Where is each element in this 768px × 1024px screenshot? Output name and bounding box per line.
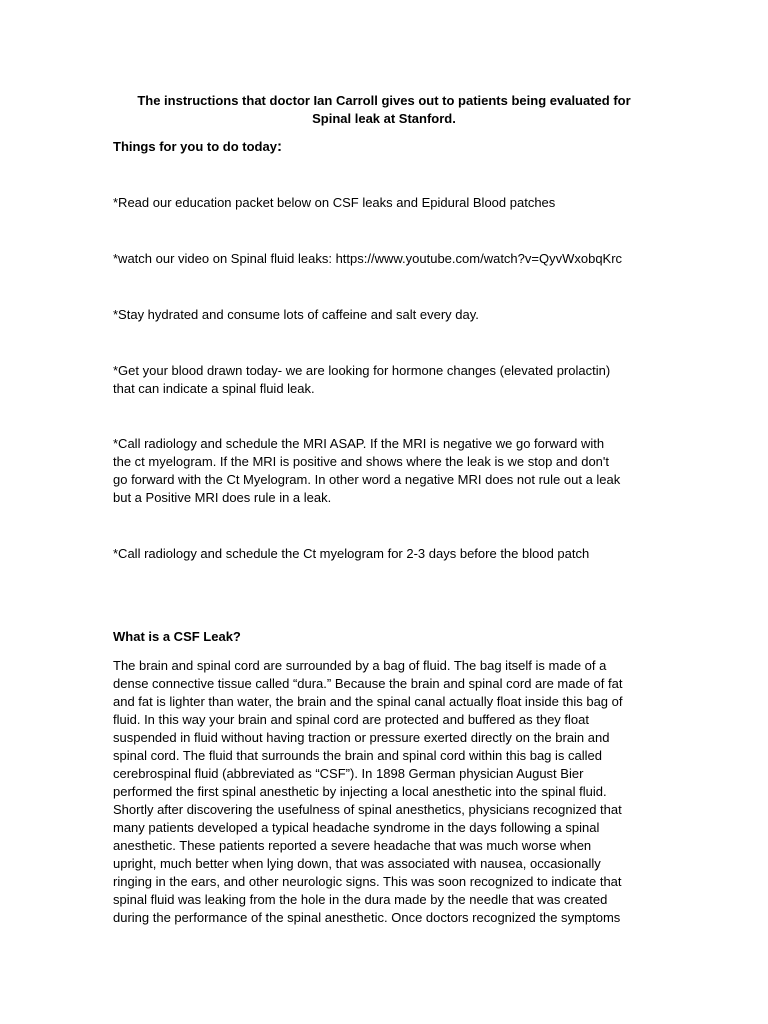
body-line: performed the first spinal anesthetic by injecting a local anesthetic into the spinal fluid. <box>113 784 607 799</box>
todo-item-line: go forward with the Ct Myelogram. In other word a negative MRI does not rule out a leak <box>113 472 621 487</box>
title-line: Spinal leak at Stanford. <box>312 111 456 126</box>
todo-item-schedule-mri <box>113 435 673 507</box>
todo-item-line: *Stay hydrated and consume lots of caffeine and salt every day. <box>113 307 479 322</box>
todo-item-line: but a Positive MRI does rule in a leak. <box>113 490 332 505</box>
body-line: spinal cord. The fluid that surrounds the brain and spinal cord within this bag is called <box>113 748 602 763</box>
todo-item-line: that can indicate a spinal fluid leak. <box>113 381 315 396</box>
body-line: many patients developed a typical headache syndrome in the days following a spinal <box>113 820 600 835</box>
todo-item-schedule-ct-myelogram <box>113 545 673 563</box>
todo-item-line: *Call radiology and schedule the Ct myelogram for 2-3 days before the blood patch <box>113 546 590 561</box>
body-line: upright, much better when lying down, that was associated with nausea, occasionally <box>113 856 601 871</box>
body-line: fluid. In this way your brain and spinal cord are protected and buffered as they float <box>113 712 589 727</box>
todo-item-line: *Get your blood drawn today- we are looking for hormone changes (elevated prolactin) <box>113 363 611 378</box>
todo-item-stay-hydrated <box>113 306 673 324</box>
todo-heading-colon: : <box>276 138 282 155</box>
body-line: and fat is lighter than water, the brain and the spinal canal actually float inside this bag of <box>113 694 623 709</box>
body-line: Shortly after discovering the usefulness of spinal anesthetics, physicians recognized that <box>113 802 622 817</box>
todo-item-read-packet <box>113 194 673 212</box>
body-line: The brain and spinal cord are surrounded by a bag of fluid. The bag itself is made of a <box>113 658 607 673</box>
body-line: dense connective tissue called “dura.” Because the brain and spinal cord are made of fat <box>113 676 623 691</box>
document-title <box>100 92 668 128</box>
todo-item-blood-drawn <box>113 362 673 398</box>
todo-item-line: *Read our education packet below on CSF leaks and Epidural Blood patches <box>113 195 556 210</box>
body-line: anesthetic. These patients reported a severe headache that was much worse when <box>113 838 592 853</box>
body-line: spinal fluid was leaking from the hole in the dura made by the needle that was created <box>113 892 608 907</box>
todo-heading <box>113 138 282 156</box>
todo-item-line: *Call radiology and schedule the MRI ASAP. If the MRI is negative we go forward with <box>113 436 605 451</box>
section-body-csf-leak <box>113 657 673 927</box>
todo-heading-text: Things for you to do today <box>113 139 277 154</box>
section-heading-csf-leak: What is a CSF Leak? <box>113 629 241 644</box>
body-line: cerebrospinal fluid (abbreviated as “CSF”). In 1898 German physician August Bier <box>113 766 584 781</box>
title-line: The instructions that doctor Ian Carroll gives out to patients being evaluated for <box>137 93 631 108</box>
todo-item-watch-video <box>113 250 673 268</box>
body-line: ringing in the ears, and other neurologic signs. This was soon recognized to indicate that <box>113 874 622 889</box>
todo-item-line: the ct myelogram. If the MRI is positive and shows where the leak is we stop and don't <box>113 454 609 469</box>
body-line: during the performance of the spinal anesthetic. Once doctors recognized the symptoms <box>113 910 621 925</box>
body-line: suspended in fluid without having traction or pressure exerted directly on the brain and <box>113 730 610 745</box>
todo-item-line: *watch our video on Spinal fluid leaks: https://www.youtube.com/watch?v=QyvWxobqKrc <box>113 251 623 266</box>
